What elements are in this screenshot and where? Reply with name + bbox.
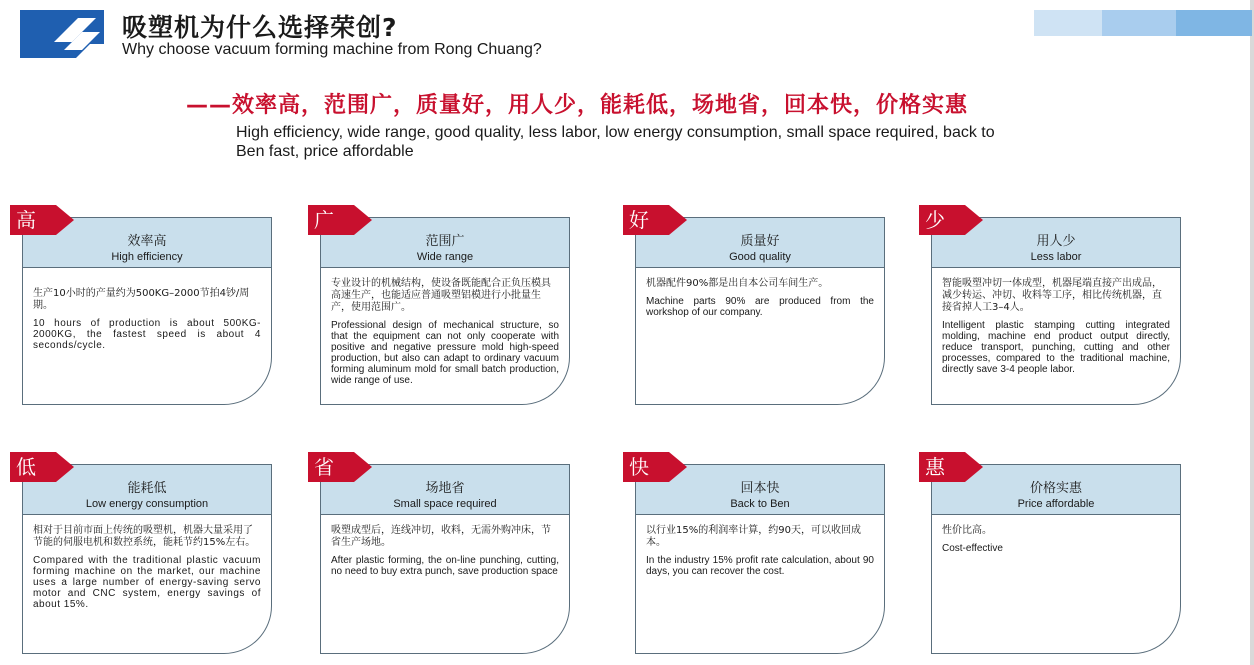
card-text-cn: 智能吸塑冲切一体成型，机器尾端直接产出成品，减少转运、冲切、收料等工序，相比传统机器，直接省掉人工3–4人。 [942, 278, 1162, 313]
card-body [931, 267, 1181, 405]
badge-character: 省 [314, 455, 334, 479]
card-body [320, 514, 570, 654]
card-title-en: Low energy consumption [85, 498, 209, 510]
badge-character: 快 [629, 455, 649, 479]
card-body [931, 514, 1181, 654]
card-title: 场地省 [425, 481, 465, 496]
card-text-en: Machine parts 90% are produced from the workshop of our company. [646, 296, 874, 318]
card-text-en: 10 hours of production is about 500KG-2000KG, the fastest speed is about 4 seconds/cycle. [33, 318, 261, 351]
card-text-cn: 专业设计的机械结构，使设备既能配合正负压模具高速生产，也能适应普通吸塑铝模进行小批量生产，使用范围广。 [331, 278, 551, 313]
card-text-en: In the industry 15% profit rate calculation, about 90 days, you can recover the cost. [646, 555, 874, 577]
card-title-en: Small space required [393, 498, 497, 510]
card-body [320, 267, 570, 405]
decorative-color-bars [1034, 10, 1252, 36]
badge-character: 少 [925, 208, 945, 232]
brand-logo [20, 10, 104, 58]
badge-character: 惠 [925, 455, 945, 479]
card-text-en: Professional design of mechanical structure, so that the equipment can not only cooperate with positive and negative pressure mold high-speed production, but also can adapt to ordinary vacuum forming aluminum mold for small batch production, wide range of use. [331, 320, 559, 386]
card-title: 回本快 [740, 481, 780, 496]
card-title: 范围广 [425, 234, 465, 249]
card-title-en: Price affordable [1017, 498, 1095, 510]
card-text-en: Intelligent plastic stamping cutting integrated molding, machine end product output directly, reduce transport, punching, cutting and other processes, compared to the traditional machine, directly save 3-4 people labor. [942, 320, 1170, 375]
card-title-en: Less labor [1030, 251, 1082, 263]
card-text-cn: 机器配件90%都是出自本公司车间生产。 [646, 278, 829, 289]
card-title: 质量好 [740, 234, 780, 249]
slogan-subheading: High efficiency, wide range, good quality, less labor, low energy consumption, small space required, back to Ben fast, price affordable [236, 124, 995, 160]
badge-character: 低 [16, 455, 36, 479]
page-right-edge [1250, 0, 1254, 665]
card-text-en: Compared with the traditional plastic vacuum forming machine on the market, our machine uses a large number of energy-saving servo motor and CNC system, energy savings of about 15%. [33, 555, 261, 610]
card-text-cn: 相对于目前市面上传统的吸塑机，机器大量采用了节能的伺服电机和数控系统，能耗节约15%左右。 [33, 525, 256, 548]
card-title: 效率高 [127, 234, 167, 249]
card-title: 价格实惠 [1029, 481, 1082, 496]
slogan-heading: ——效率高，范围广，质量好，用人少，能耗低，场地省，回本快，价格实惠 [186, 93, 969, 118]
card-title-en: Wide range [416, 251, 474, 263]
color-bar [1176, 10, 1252, 36]
card-title: 能耗低 [127, 481, 167, 496]
card-title-en: Back to Ben [730, 498, 790, 510]
card-title-en: Good quality [729, 251, 791, 263]
card-text-en: Cost-effective [942, 543, 1003, 554]
card-body [635, 267, 885, 405]
badge-character: 好 [629, 208, 649, 232]
card-text-cn: 以行业15%的利润率计算，约90天，可以收回成本。 [646, 525, 861, 548]
card-text-en: After plastic forming, the on-line punching, cutting, no need to buy extra punch, save production space [331, 555, 559, 577]
card-title-en: High efficiency [111, 251, 183, 263]
card-text-cn: 生产10小时的产量约为500KG–2000节拍4钞/周期。 [33, 288, 250, 311]
card-body [22, 514, 272, 654]
card-text-cn: 性价比高。 [942, 525, 992, 536]
page-subtitle: Why choose vacuum forming machine from Rong Chuang? [122, 41, 542, 58]
badge-character: 高 [16, 208, 36, 232]
card-body [22, 267, 272, 405]
color-bar [1034, 10, 1102, 36]
card-body [635, 514, 885, 654]
page-title: 吸塑机为什么选择荣创? [122, 13, 398, 42]
card-text-cn: 吸塑成型后，连线冲切，收料，无需外购冲床，节省生产场地。 [331, 525, 551, 548]
color-bar [1102, 10, 1176, 36]
card-title: 用人少 [1036, 234, 1076, 249]
badge-character: 广 [314, 208, 334, 232]
